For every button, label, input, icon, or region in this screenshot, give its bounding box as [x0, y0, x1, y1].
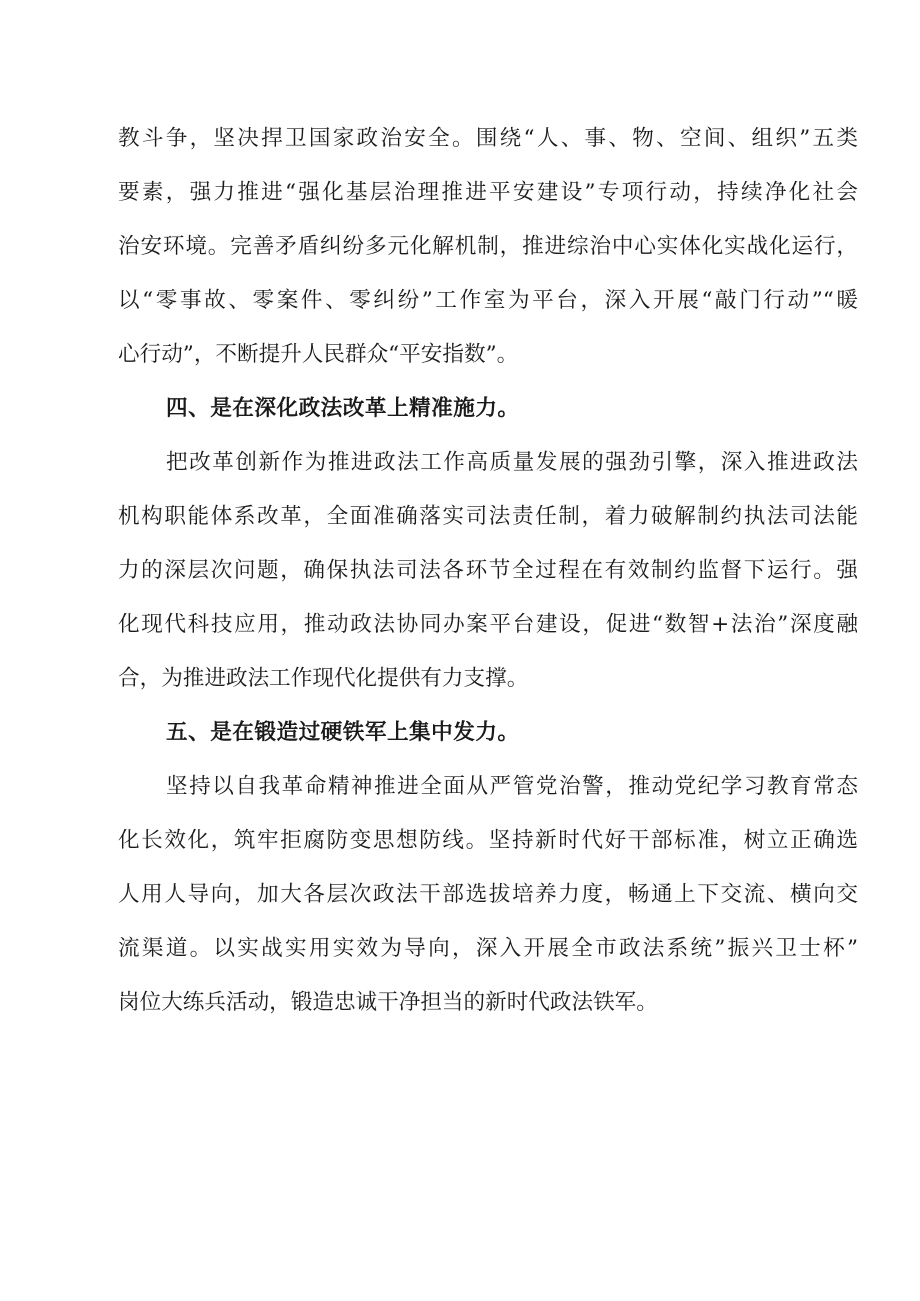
paragraph-line: 把改革创新作为推进政法工作高质量发展的强劲引擎，深入推进政法: [166, 450, 858, 475]
paragraph-line: 要素，强力推进“强化基层治理推进平安建设”专项行动，持续净化社会: [118, 180, 858, 205]
section-heading-4: 四、是在深化政法改革上精准施力。: [166, 396, 520, 421]
paragraph-line: 化现代科技应用，推动政法协同办案平台建设，促进“数智+法治”深度融: [118, 612, 858, 637]
paragraph-line: 流渠道。以实战实用实效为导向，深入开展全市政法系统”振兴卫士杯”: [118, 936, 858, 961]
paragraph-line: 岗位大练兵活动，锻造忠诚干净担当的新时代政法铁军。: [118, 990, 658, 1015]
paragraph-line: 合，为推进政法工作现代化提供有力支撑。: [118, 666, 529, 691]
paragraph-line: 人用人导向，加大各层次政法干部选拔培养力度，畅通上下交流、横向交: [118, 882, 858, 907]
paragraph-line: 坚持以自我革命精神推进全面从严管党治警，推动党纪学习教育常态: [166, 774, 858, 799]
paragraph-line: 以“零事故、零案件、零纠纷”工作室为平台，深入开展“敲门行动”“暖: [118, 288, 858, 313]
paragraph-line: 治安环境。完善矛盾纠纷多元化解机制，推进综治中心实体化实战化运行，: [118, 234, 858, 259]
document-body: [118, 124, 858, 1042]
section-heading-5: 五、是在锻造过硬铁军上集中发力。: [166, 720, 520, 745]
paragraph-line: 力的深层次问题，确保执法司法各环节全过程在有效制约监督下运行。强: [118, 558, 858, 583]
paragraph-line: 机构职能体系改革，全面准确落实司法责任制，着力破解制约执法司法能: [118, 504, 858, 529]
paragraph-line: 教斗争，坚决捍卫国家政治安全。围绕“人、事、物、空间、组织”五类: [118, 126, 858, 151]
paragraph-line: 化长效化，筑牢拒腐防变思想防线。坚持新时代好干部标准，树立正确选: [118, 828, 858, 853]
paragraph-line: 心行动”，不断提升人民群众“平安指数”。: [118, 342, 519, 367]
